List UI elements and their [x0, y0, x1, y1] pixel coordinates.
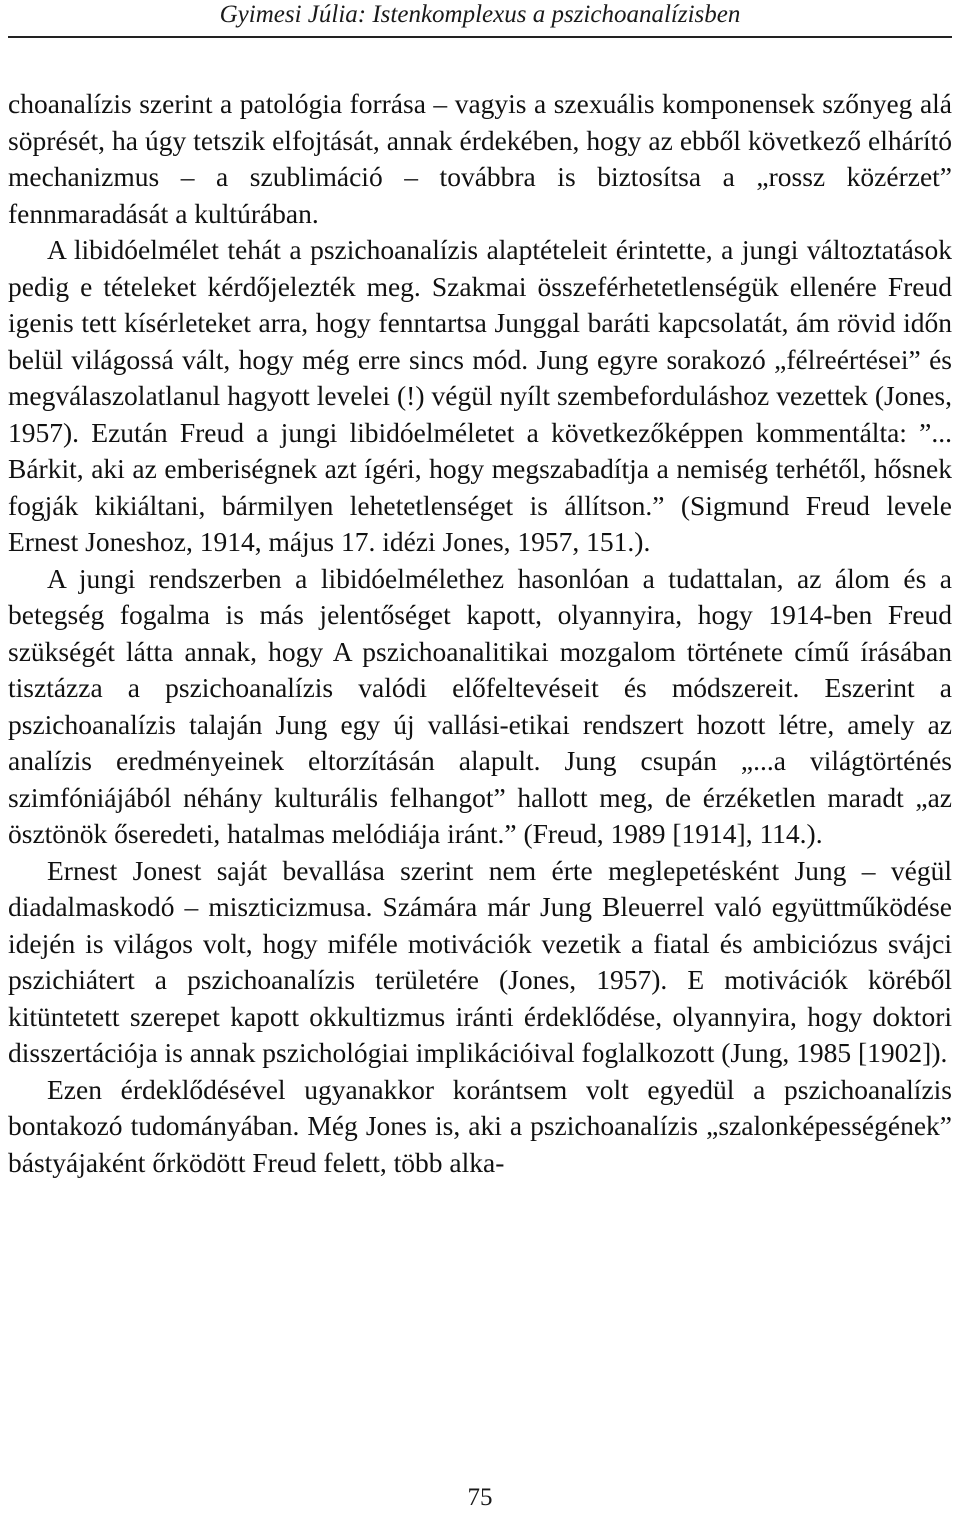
paragraph: Ernest Jonest saját bevallása szerint nem érte meglepetésként Jung – végül diadalmaskodó – miszticizmusa. Számára már Jung Bleuerrel való együttműködése idején is világos volt, hogy miféle motivációk vezetik a fiatal és ambiciózus svájci pszichiátert a pszichoanalízis területére (Jones, 1957). E motivációk köréből kitüntetett szerepet kapott okkultizmus iránti érdeklődése, olyannyira, hogy doktori disszertációja is annak pszichológiai implikációival foglalkozott (Jung, 1985 [1902]). [8, 854, 952, 1068]
header-rule [8, 36, 952, 38]
paragraph: A jungi rendszerben a libidóelmélethez hasonlóan a tudattalan, az álom és a betegség fogalma is más jelentőséget kapott, olyannyira, hogy 1914-ben Freud szükségét látta annak, hogy A pszichoanalitikai mozgalom története című írásában tisztázza a pszichoanalízis valódi előfeltevéseit és módszereit. Eszerint a pszichoanalízis talaján Jung egy új vallási-etikai rendszert hozott létre, amely az analízis eredményeinek eltorzításán alapult. Jung csupán „...a világtörténés szimfóniájából néhány kulturális felhangot” hallott meg, de érzéketlen maradt „az ösztönök őseredeti, hatalmas melódiája iránt.” (Freud, 1989 [1914], 114.). [8, 562, 952, 849]
paragraph: A libidóelmélet tehát a pszichoanalízis alaptételeit érintette, a jungi változtatások pedig e tételeket kérdőjelezték meg. Szakmai összeférhetetlenségük ellenére Freud igenis tett kísérleteket arra, hogy fenntartsa Junggal baráti kapcsolatát, ám rövid időn belül világossá vált, hogy még erre sincs mód. Jung egyre sorakozó „félreértései” és megválaszolatlanul hagyott levelei (!) végül nyílt szembeforduláshoz vezettek (Jones, 1957). Ezután Freud a jungi libidóelméletet a következőképpen kommentálta: ”... Bárkit, aki az emberiségnek azt ígéri, hogy megszabadítja a nemiség terhétől, hősnek fogják kikiáltani, bármilyen lehetetlenséget is állítson.” (Sigmund Freud levele Ernest Joneshoz, 1914, május 17. idézi Jones, 1957, 151.). [8, 234, 952, 557]
body-text [8, 86, 952, 1181]
page-number: 75 [467, 1484, 493, 1511]
running-head: Gyimesi Júlia: Istenkomplexus a pszichoanalízisben [219, 1, 741, 28]
paragraph-continuation: choanalízis szerint a patológia forrása – vagyis a szexuális komponensek szőnyeg alá söprését, ha úgy tetszik elfojtását, annak érdekében, hogy az ebből következő elhárító mechanizmus – a szublimáció – továbbra is biztosítsa a „rossz közérzet” fennmaradását a kultúrában. [8, 88, 952, 229]
paragraph: Ezen érdeklődésével ugyanakkor korántsem volt egyedül a pszichoanalízis bontakozó tudományában. Még Jones is, aki a pszichoanalízis „szalonképességének” bástyájaként őrködött Freud felett, több alka- [8, 1073, 952, 1178]
